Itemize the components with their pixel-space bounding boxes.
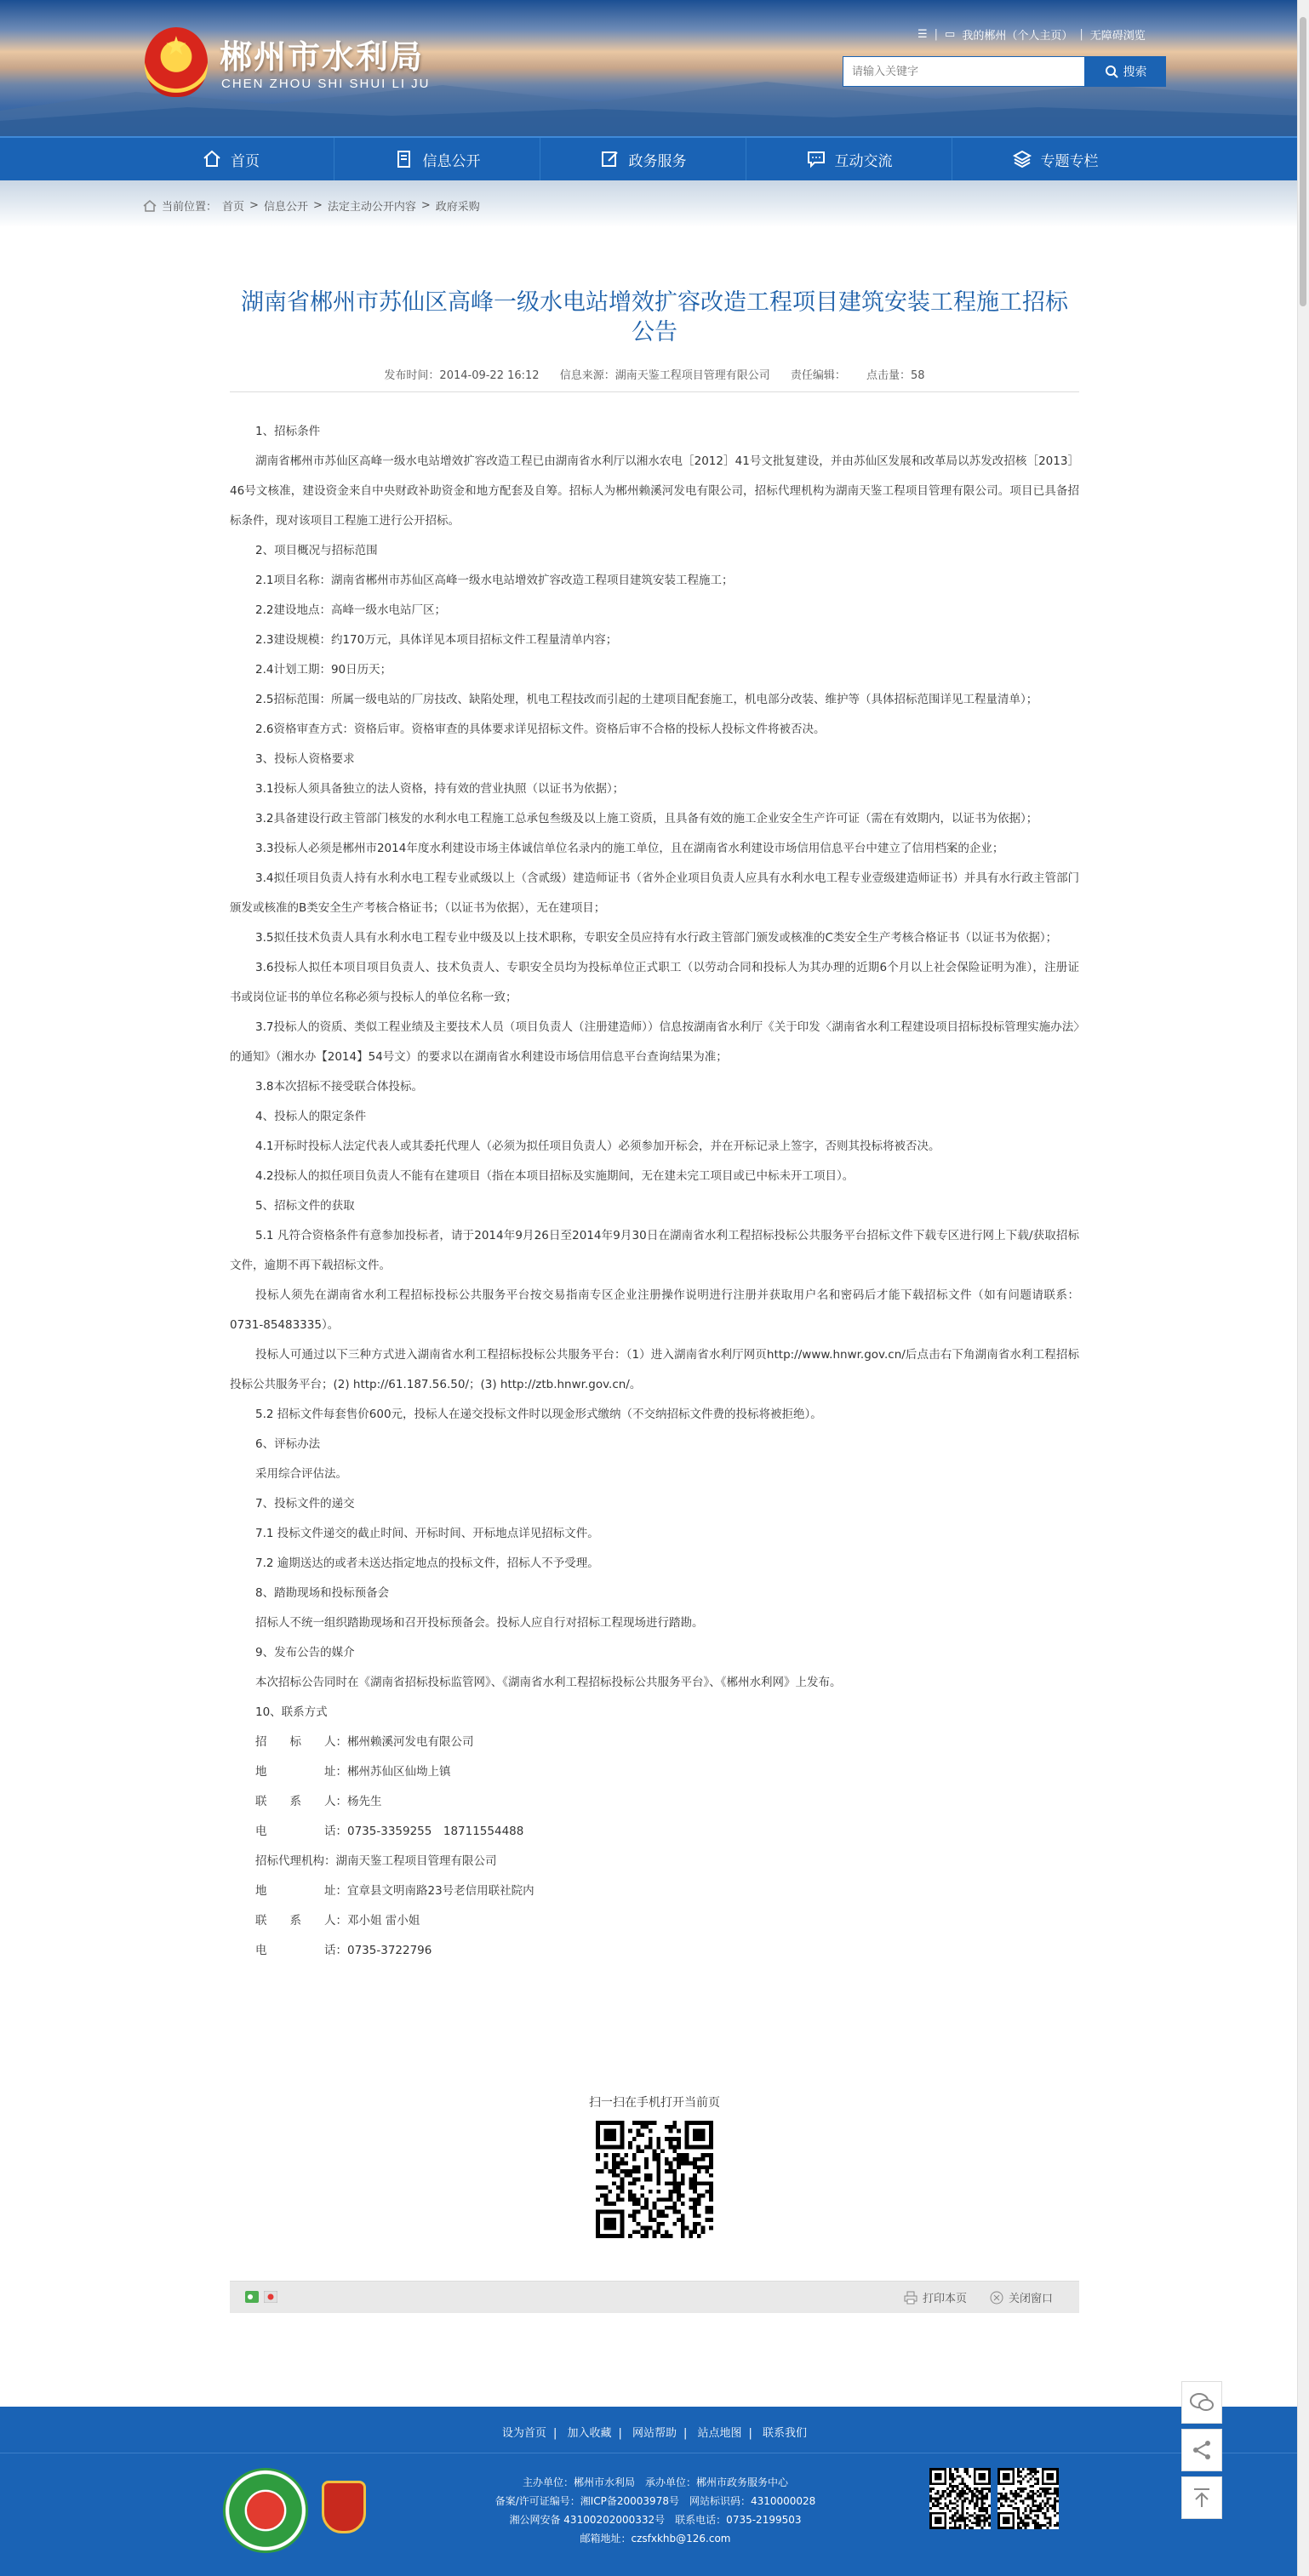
- scrollbar-thumb[interactable]: [1300, 17, 1306, 306]
- article-paragraph: 2.2建设地点：高峰一级水电站厂区；: [255, 603, 446, 617]
- footer-links: 设为首页 | 加入收藏 | 网站帮助 | 站点地图 | 联系我们: [501, 2427, 808, 2440]
- article-paragraph: 地 址：宜章县文明南路23号老信用联社院内: [255, 1884, 534, 1898]
- article-paragraph: 4、投标人的限定条件: [255, 1110, 367, 1123]
- breadcrumb-separator: >: [249, 199, 259, 212]
- article-paragraph: 2.5招标范围：所属一级电站的厂房技改、缺陷处理，机电工程技改而引起的土建项目配套施工，机电部分改装、维护等（具体招标范围详见工程量清单）；: [255, 693, 1038, 706]
- article-paragraph: 采用综合评估法。: [255, 1467, 347, 1481]
- article-paragraph: 3.1投标人须具备独立的法人资格，持有效的营业执照（以证书为依据）；: [255, 782, 625, 796]
- nav-item-home[interactable]: [128, 138, 334, 180]
- editor: 责任编辑：: [790, 369, 846, 382]
- footer-link-favorite[interactable]: 加入收藏: [567, 2427, 612, 2440]
- footer-qr-code-weibo: [997, 2468, 1059, 2529]
- article-paragraph: 2.3建设规模：约170万元，具体详见本项目招标文件工程量清单内容；: [255, 633, 618, 647]
- layers-icon: [1012, 149, 1032, 169]
- gov-badge-emblem-icon: [247, 2492, 284, 2529]
- article-paragraph: 招标人不统一组织踏勘现场和召开投标预备会。投标人应自行对招标工程现场进行踏勘。: [255, 1616, 704, 1630]
- wechat-icon: [1189, 2391, 1215, 2413]
- article-paragraph: 投标人可通过以下三种方式进入湖南省水利工程招标投标公共服务平台：（1）进入湖南省水利厅网页http://www.hnwr.gov.cn/后点击右下角湖南省水利工程招标投标公共服务平台；(2) http://61.187.56.50/；(3) http://ztb.hnwr.gov.cn/。: [230, 1348, 1079, 1391]
- article-paragraph: 2、项目概况与招标范围: [255, 544, 378, 557]
- search-input[interactable]: [847, 58, 1077, 85]
- nav-item-info-disclosure[interactable]: [334, 138, 540, 180]
- separator: |: [1079, 27, 1083, 41]
- monitor-icon: ▭: [945, 27, 956, 41]
- article-paragraph: 投标人须先在湖南省水利工程招标投标公共服务平台按交易指南专区企业注册操作说明进行注册并获取用户名和密码后才能下载招标文件（如有问题请联系：0731-85483335）。: [230, 1288, 1079, 1332]
- weibo-share-icon[interactable]: [264, 2291, 277, 2303]
- vertical-scrollbar[interactable]: [1297, 0, 1309, 2576]
- close-label: 关闭窗口: [1009, 2293, 1054, 2305]
- qr-caption: 扫一扫在手机打开当前页: [589, 2096, 720, 2110]
- footer-sponsor: 主办单位：郴州市水利局 承办单位：郴州市政务服务中心: [522, 2476, 788, 2488]
- print-button[interactable]: [904, 2289, 967, 2305]
- article-paragraph: 3.4拟任项目负责人持有水利水电工程专业贰级以上（含贰级）建造师证书（省外企业项目负责人应具有水利水电工程专业壹级建造师证书）并具有水行政主管部门颁发或核准的B类安全生产考核合格证书；（以证书为依据），无在建项目；: [230, 871, 1079, 915]
- article-paragraph: 招 标 人：郴州赖溪河发电有限公司: [255, 1735, 474, 1749]
- article-paragraph: 本次招标公告同时在《湖南省招标投标监管网》、《湖南省水利工程招标投标公共服务平台》、《郴州水利网》上发布。: [255, 1676, 842, 1689]
- article-paragraph: 湖南省郴州市苏仙区高峰一级水电站增效扩容改造工程已由湖南省水利厅以湘水农电［2012］41号文批复建设，并由苏仙区发展和改革局以苏发改招核［2013］46号文核准，建设资金来自中央财政补助资金和地方配套及自筹。招标人为郴州赖溪河发电有限公司，招标代理机构为湖南天鉴工程项目管理有限公司。项目已具备招标条件，现对该项目工程施工进行公开招标。: [230, 454, 1079, 528]
- share-icons: [245, 2291, 277, 2303]
- top-links: [917, 26, 1146, 43]
- article-paragraph: 联 系 人：杨先生: [255, 1795, 382, 1808]
- article-paragraph: 2.6资格审查方式：资格后审。资格审查的具体要求详见招标文件。资格后审不合格的投标人投标文件将被否决。: [255, 723, 826, 736]
- edit-icon: [600, 149, 620, 169]
- footer-police[interactable]: 湘公网安备 43100202000332号 联系电话：0735-2199503: [509, 2514, 802, 2526]
- article-paragraph: 5.1 凡符合资格条件有意参加投标者，请于2014年9月26日至2014年9月30日在湖南省水利工程招标投标公共服务平台招标文件下载专区进行网上下载/获取招标文件，逾期不再下载招标文件。: [230, 1229, 1079, 1272]
- footer-info: [477, 2473, 834, 2548]
- page-qr-code: [596, 2121, 713, 2238]
- arrow-up-icon: [1191, 2487, 1213, 2509]
- party-gov-badge[interactable]: [322, 2481, 366, 2533]
- article-paragraph: 7、投标文件的递交: [255, 1497, 355, 1511]
- breadcrumb-separator: >: [420, 199, 431, 212]
- article-paragraph: 7.1 投标文件递交的截止时间、开标时间、开标地点详见招标文件。: [255, 1527, 599, 1540]
- close-window-button[interactable]: [990, 2289, 1053, 2305]
- main-nav: [0, 136, 1309, 180]
- article-paragraph: 6、评标办法: [255, 1437, 321, 1451]
- article-paragraph: 5、招标文件的获取: [255, 1199, 355, 1213]
- article-paragraph: 2.4计划工期：90日历天；: [255, 663, 392, 677]
- nav-label: 互动交流: [834, 152, 893, 170]
- home-icon: [202, 149, 222, 169]
- article-paragraph: 3.8本次招标不接受联合体投标。: [255, 1080, 423, 1094]
- article-paragraph: 3.6投标人拟任本项目项目负责人、技术负责人、专职安全员均为投标单位正式职工（以劳动合同和投标人为其办理的近期6个月以上社会保险证明为准），注册证书或岗位证书的单位名称必须与投标人的单位名称一致；: [230, 961, 1079, 1004]
- article-paragraph: 3.5拟任技术负责人具有水利水电工程专业中级及以上技术职称，专职安全员应持有水行政主管部门颁发或核准的C类安全生产考核合格证书（以证书为依据）；: [255, 931, 1058, 945]
- footer-qr-code-wechat: [929, 2468, 991, 2529]
- publish-time: 发布时间：2014-09-22 16:12: [384, 369, 540, 382]
- article-paragraph: 4.1开标时投标人法定代表人或其委托代理人（必须为拟任项目负责人）必须参加开标会，并在开标记录上签字，否则其投标将被否决。: [255, 1139, 940, 1153]
- nav-label: 政务服务: [628, 152, 687, 170]
- footer-link-contact[interactable]: 联系我们: [763, 2427, 808, 2440]
- float-wechat-button[interactable]: [1181, 2381, 1222, 2424]
- share-icon: [1191, 2439, 1213, 2461]
- top-link-personal[interactable]: 我的郴州（个人主页）: [962, 29, 1073, 43]
- site-title[interactable]: 郴州市水利局: [220, 38, 425, 76]
- print-label: 打印本页: [923, 2293, 968, 2305]
- printer-icon: [904, 2291, 917, 2305]
- article-paragraph: 电 话：0735-3722796: [255, 1944, 432, 1957]
- emblem-star-icon: ★: [164, 31, 188, 61]
- float-share-button[interactable]: [1181, 2429, 1222, 2471]
- back-to-top-button[interactable]: [1181, 2476, 1222, 2519]
- floating-toolbar: [1181, 2381, 1222, 2524]
- article-paragraph: 3.3投标人必须是郴州市2014年度水利建设市场主体诚信单位名录内的施工单位，且在湖南省水利建设市场信用信息平台中建立了信用档案的企业；: [255, 842, 1004, 855]
- article-paragraph: 1、招标条件: [255, 425, 321, 438]
- article-paragraph: 3、投标人资格要求: [255, 752, 355, 766]
- home-icon: [143, 200, 157, 212]
- site-pinyin: CHEN ZHOU SHI SHUI LI JU: [221, 77, 431, 91]
- breadcrumb-item-legal[interactable]: 法定主动公开内容: [327, 201, 416, 214]
- breadcrumb-current-label: 当前位置：: [162, 201, 218, 214]
- divider: [230, 391, 1079, 392]
- article-paragraph: 10、联系方式: [255, 1705, 328, 1719]
- article-paragraph: 3.7投标人的资质、类似工程业绩及主要技术人员（项目负责人（注册建造师））信息按湖南省水利厅《关于印发〈湖南省水利工程建设项目招标投标管理实施办法〉的通知》（湘水办【2014】54号文）的要求以在湖南省水利建设市场信用信息平台查询结果为准；: [230, 1020, 1079, 1064]
- click-count: 点击量：58: [866, 369, 925, 382]
- footer-link-sitemap[interactable]: 站点地图: [697, 2427, 742, 2440]
- nav-item-gov-services[interactable]: [540, 138, 746, 180]
- article-paragraph: 招标代理机构：湖南天鉴工程项目管理有限公司: [255, 1854, 497, 1868]
- breadcrumb-item-home[interactable]: 首页: [222, 201, 245, 214]
- breadcrumb-item-info[interactable]: 信息公开: [263, 201, 308, 214]
- article-meta: [230, 366, 1079, 382]
- article-paragraph: 2.1项目名称：湖南省郴州市苏仙区高峰一级水电站增效扩容改造工程项目建筑安装工程施工；: [255, 574, 734, 587]
- top-link-accessibility[interactable]: 无障碍浏览: [1089, 29, 1146, 43]
- nav-label: 信息公开: [422, 152, 481, 170]
- article-paragraph: 7.2 逾期送达的或者未送达指定地点的投标文件，招标人不予受理。: [255, 1556, 599, 1570]
- nav-label: 专题专栏: [1040, 152, 1099, 170]
- article-paragraph: 地 址：郴州苏仙区仙坳上镇: [255, 1765, 451, 1779]
- info-source: 信息来源：湖南天鉴工程项目管理有限公司: [559, 369, 770, 382]
- search-button[interactable]: [1085, 56, 1166, 87]
- footer-link-help[interactable]: 网站帮助: [632, 2427, 677, 2440]
- article-paragraph: 8、踏勘现场和投标预备会: [255, 1586, 390, 1600]
- article-paragraph: 联 系 人：邓小姐 雷小姐: [255, 1914, 420, 1928]
- close-icon: [990, 2291, 1003, 2305]
- sitemap-icon[interactable]: ☰: [917, 27, 928, 41]
- article-paragraph: 电 话：0735-3359255 18711554488: [255, 1825, 524, 1838]
- breadcrumb-item-procurement[interactable]: 政府采购: [435, 201, 480, 214]
- article-content: [230, 417, 1079, 1966]
- wechat-share-icon[interactable]: [245, 2291, 259, 2303]
- article-paragraph: 3.2具备建设行政主管部门核发的水利水电工程施工总承包叁级及以上施工资质，且具备有效的施工企业安全生产许可证（需在有效期内，以证书为依据）；: [255, 812, 1038, 825]
- article-title: 湖南省郴州市苏仙区高峰一级水电站增效扩容改造工程项目建筑安装工程施工招标公告: [241, 289, 1068, 346]
- separator: |: [934, 27, 939, 41]
- footer-email: 邮箱地址：czsfxkhb@126.com: [580, 2533, 731, 2545]
- article-paragraph: 9、发布公告的媒介: [255, 1646, 355, 1659]
- nav-item-special-topics[interactable]: [952, 138, 1158, 180]
- chat-icon: [806, 149, 826, 169]
- footer-icp[interactable]: 备案/许可证编号：湘ICP备20003978号 网站标识码：4310000028: [494, 2495, 816, 2507]
- breadcrumb-separator: >: [312, 199, 323, 212]
- nav-item-interaction[interactable]: [746, 138, 952, 180]
- breadcrumb: [143, 197, 480, 214]
- article-paragraph: 5.2 招标文件每套售价600元，投标人在递交投标文件时以现金形式缴纳（不交纳招标文件费的投标将被拒绝）。: [255, 1408, 822, 1421]
- document-icon: [394, 149, 414, 169]
- search-button-label: 搜索: [1123, 66, 1147, 79]
- nav-label: 首页: [231, 152, 260, 170]
- footer-link-homepage[interactable]: 设为首页: [501, 2427, 546, 2440]
- search-icon: [1105, 65, 1118, 78]
- article-paragraph: 4.2投标人的拟任项目负责人不能有在建项目（指在本项目招标及实施期间，无在建未完工项目或已中标未开工项目）。: [255, 1169, 855, 1183]
